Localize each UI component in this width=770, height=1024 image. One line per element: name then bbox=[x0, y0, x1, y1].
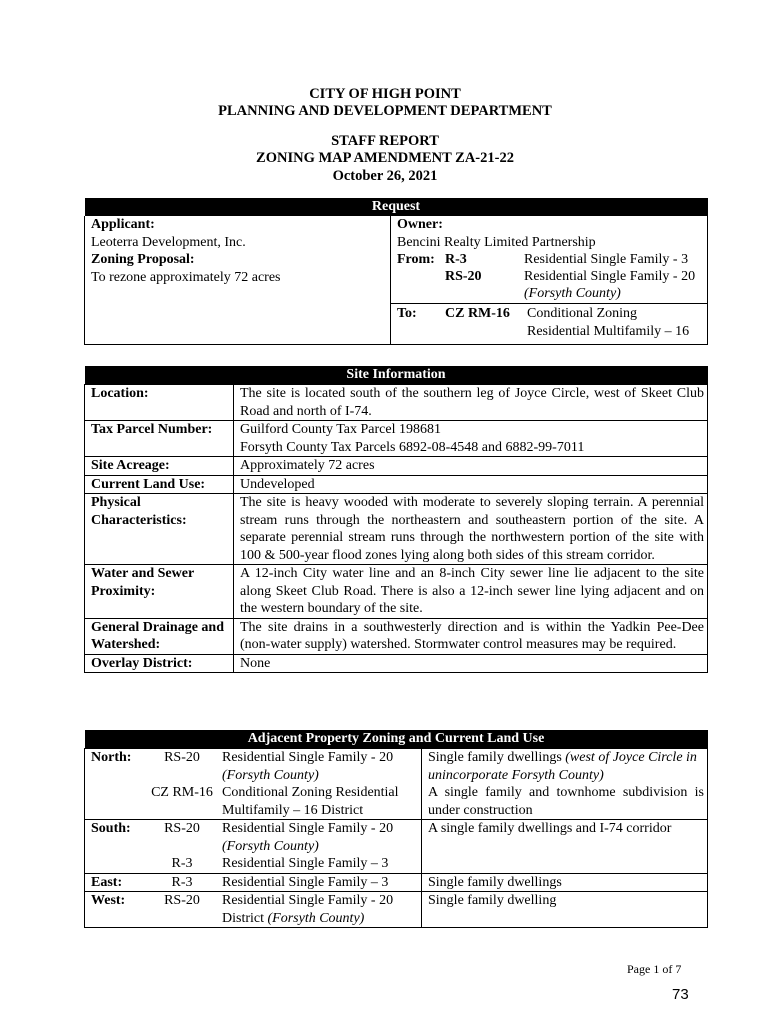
south-districts bbox=[218, 820, 422, 874]
report-title: ZONING MAP AMENDMENT ZA-21-22 bbox=[256, 150, 514, 166]
from-desc-1: Residential Single Family - 3 bbox=[524, 252, 689, 267]
south-use: A single family dwellings and I-74 corridor bbox=[422, 820, 708, 874]
adjacent-table bbox=[84, 730, 708, 928]
north-district-1: Residential Single Family - 20 bbox=[222, 750, 394, 765]
west-use: Single family dwelling bbox=[422, 892, 708, 928]
proposal-label: Zoning Proposal: bbox=[91, 252, 195, 267]
to-code: CZ RM-16 bbox=[445, 306, 510, 321]
site-info-table bbox=[84, 366, 708, 673]
south-label: South: bbox=[85, 820, 147, 874]
south-district-2: Residential Single Family – 3 bbox=[222, 856, 389, 871]
east-zone: R-3 bbox=[146, 873, 218, 892]
south-zones bbox=[146, 820, 218, 874]
adjacent-heading: Adjacent Property Zoning and Current Land Use bbox=[85, 730, 708, 749]
east-use: Single family dwellings bbox=[422, 873, 708, 892]
north-district-2: Conditional Zoning Residential Multifamily – 16 District bbox=[222, 785, 399, 818]
west-district-note: (Forsyth County) bbox=[267, 910, 365, 926]
site-heading: Site Information bbox=[85, 366, 708, 385]
east-label: East: bbox=[85, 873, 147, 892]
tax-parcel-guilford: Guilford County Tax Parcel 198681 bbox=[240, 422, 441, 437]
north-use-a: Single family dwellings bbox=[428, 750, 562, 765]
site-value: None bbox=[234, 654, 708, 673]
site-label: Water and Sewer Proximity: bbox=[85, 565, 234, 619]
report-type: STAFF REPORT bbox=[331, 133, 439, 149]
north-use-b: A single family and townhome subdivision is under construction bbox=[428, 785, 704, 818]
north-zone-1: RS-20 bbox=[164, 750, 200, 765]
to-block bbox=[391, 304, 707, 342]
north-district-1-note: (Forsyth County) bbox=[222, 767, 319, 783]
west-label: West: bbox=[85, 892, 147, 928]
north-zones bbox=[146, 749, 218, 820]
south-zone-2: R-3 bbox=[171, 856, 193, 871]
from-label: From: bbox=[397, 252, 435, 267]
site-label: Physical Characteristics: bbox=[85, 494, 234, 565]
west-zone: RS-20 bbox=[146, 892, 218, 928]
north-use-a-note: (west of Joyce Circle in unincorporate Forsyth County) bbox=[428, 750, 697, 783]
city-name: CITY OF HIGH POINT bbox=[309, 86, 461, 102]
site-value: The site drains in a southwesterly direction and is within the Yadkin Pee-Dee (non-water supply) watershed. Stormwater control measures may be required. bbox=[234, 618, 708, 654]
proposal-value: To rezone approximately 72 acres bbox=[91, 269, 281, 285]
page-number: 73 bbox=[672, 986, 689, 1003]
department-name: PLANNING AND DEVELOPMENT DEPARTMENT bbox=[218, 103, 552, 119]
north-districts bbox=[218, 749, 422, 820]
to-desc-1: Conditional Zoning bbox=[527, 306, 638, 321]
north-label: North: bbox=[85, 749, 147, 820]
north-uses bbox=[422, 749, 708, 820]
request-table bbox=[84, 198, 708, 345]
page-indicator: Page 1 of 7 bbox=[627, 962, 682, 976]
south-zone-1: RS-20 bbox=[164, 821, 200, 836]
from-code-2: RS-20 bbox=[445, 269, 482, 284]
east-district: Residential Single Family – 3 bbox=[218, 873, 422, 892]
site-label: Overlay District: bbox=[85, 654, 234, 673]
site-value: The site is heavy wooded with moderate to severely sloping terrain. A perennial stream runs through the northeastern and southeastern portion of the site. A separate perennial stream runs through the northwestern portion of the site with 100 & 500-year flood zones lying along both sides of this stream corridor. bbox=[234, 494, 708, 565]
west-district: Residential Single Family - 20 District bbox=[222, 893, 394, 926]
site-label: Tax Parcel Number: bbox=[85, 421, 234, 457]
report-date: October 26, 2021 bbox=[332, 168, 438, 184]
site-value: Approximately 72 acres bbox=[234, 457, 708, 476]
to-desc-2: Residential Multifamily – 16 bbox=[527, 324, 690, 339]
site-label: Location: bbox=[85, 385, 234, 421]
from-block bbox=[391, 251, 708, 304]
tax-parcel-forsyth: Forsyth County Tax Parcels 6892-08-4548 and 6882-99-7011 bbox=[240, 439, 585, 455]
site-value bbox=[234, 421, 708, 457]
site-value: Undeveloped bbox=[234, 475, 708, 494]
owner-cell bbox=[391, 216, 708, 345]
applicant-value: Leoterra Development, Inc. bbox=[91, 234, 246, 250]
west-district-cell bbox=[218, 892, 422, 928]
site-label: Site Acreage: bbox=[85, 457, 234, 476]
owner-value: Bencini Realty Limited Partnership bbox=[397, 234, 596, 250]
from-note-2: (Forsyth County) bbox=[524, 286, 621, 301]
applicant-label: Applicant: bbox=[91, 217, 155, 232]
request-heading: Request bbox=[85, 198, 708, 216]
owner-label: Owner: bbox=[397, 217, 443, 232]
south-district-1-note: (Forsyth County) bbox=[222, 838, 319, 854]
site-value: The site is located south of the southern leg of Joyce Circle, west of Skeet Club Road and north of I-74. bbox=[234, 385, 708, 421]
from-code-1: R-3 bbox=[445, 252, 467, 267]
site-label: General Drainage and Watershed: bbox=[85, 618, 234, 654]
to-label: To: bbox=[397, 306, 417, 321]
from-desc-2: Residential Single Family - 20 bbox=[524, 269, 696, 284]
north-zone-2: CZ RM-16 bbox=[151, 785, 213, 800]
applicant-cell bbox=[85, 216, 391, 345]
site-label: Current Land Use: bbox=[85, 475, 234, 494]
site-value: A 12-inch City water line and an 8-inch City sewer line lie adjacent to the site along Skeet Club Road. There is also a 12-inch sewer line lying adjacent and on the western boundary of the site. bbox=[234, 565, 708, 619]
south-district-1: Residential Single Family - 20 bbox=[222, 821, 394, 836]
